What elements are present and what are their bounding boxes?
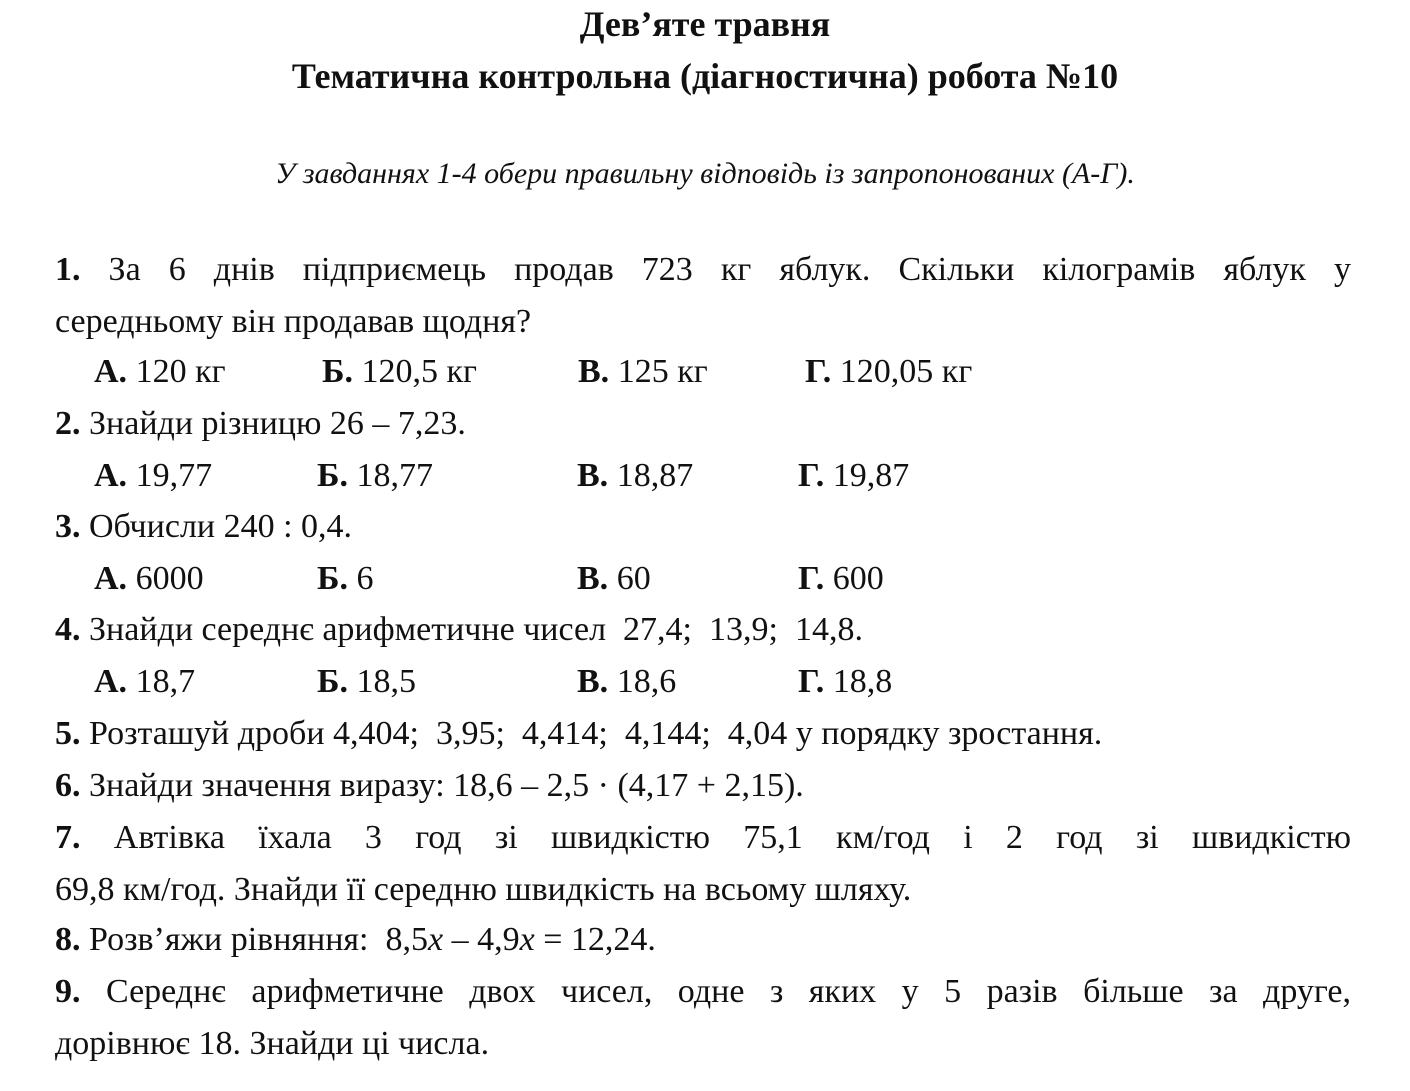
task-text: Середнє арифметичне двох чисел, одне з яких у 5 разів більше за друге, bbox=[105, 973, 1351, 1010]
option-c: В. 18,6 bbox=[577, 663, 677, 700]
task-text: Знайди значення виразу: 18,6 – 2,5 · (4,17 + 2,15). bbox=[89, 767, 804, 804]
task-8-line-1: 8. Розв’яжи рівняння: 8,5x – 4,9x = 12,24. bbox=[55, 921, 656, 958]
task-3-line-1 bbox=[55, 501, 1351, 553]
task-4-line-1 bbox=[55, 604, 1351, 656]
task-2-options bbox=[0, 450, 1410, 502]
task-number: 2. bbox=[55, 405, 81, 442]
task-number: 1. bbox=[55, 251, 81, 288]
option-d: Г. 600 bbox=[798, 560, 884, 597]
task-text: За 6 днів підприємець продав 723 кг яблук. Скільки кілограмів яблук у bbox=[108, 251, 1351, 288]
task-6-line-1 bbox=[55, 760, 1351, 812]
task-9 bbox=[55, 966, 1351, 1070]
task-number: 4. bbox=[55, 611, 81, 648]
task-3-options bbox=[0, 553, 1410, 605]
task-2 bbox=[55, 398, 1351, 450]
task-9-line-1 bbox=[55, 966, 1351, 1018]
task-4 bbox=[55, 604, 1351, 656]
task-text: Знайди середнє арифметичне чисел 27,4; 13,9; 14,8. bbox=[89, 611, 863, 648]
task-number: 3. bbox=[55, 508, 81, 545]
task-text: Обчисли 240 : 0,4. bbox=[89, 508, 353, 545]
task-5-line-1 bbox=[55, 708, 1351, 760]
task-text: Автівка їхала 3 год зі швидкістю 75,1 км/год і 2 год зі швидкістю bbox=[113, 819, 1352, 856]
task-1-line-1 bbox=[55, 244, 1351, 296]
option-d: Г. 120,05 кг bbox=[805, 353, 973, 390]
task-9-line-2: дорівнює 18. Знайди ці числа. bbox=[55, 1025, 490, 1062]
task-3 bbox=[55, 501, 1351, 553]
option-d: Г. 18,8 bbox=[798, 663, 893, 700]
option-d: Г. 19,87 bbox=[798, 457, 910, 494]
task-5 bbox=[55, 708, 1351, 760]
task-number: 7. bbox=[55, 819, 81, 856]
option-b: Б. 6 bbox=[317, 560, 374, 597]
document-title: Тематична контрольна (діагностична) робота №10 bbox=[291, 56, 1119, 96]
option-c: В. 125 кг bbox=[578, 353, 708, 390]
task-2-line-1 bbox=[55, 398, 1351, 450]
variable-x: x bbox=[519, 921, 535, 958]
option-c: В. 60 bbox=[577, 560, 651, 597]
option-a: А. 18,7 bbox=[94, 663, 196, 700]
task-1-options bbox=[0, 346, 1410, 398]
document-date: Дев’яте травня bbox=[579, 4, 831, 44]
task-8 bbox=[55, 914, 1351, 966]
instruction-text: У завданнях 1-4 обери правильну відповідь із запропонованих (А-Г). bbox=[275, 157, 1135, 190]
option-a: А. 19,77 bbox=[94, 457, 213, 494]
option-b: Б. 18,5 bbox=[317, 663, 416, 700]
variable-x: x bbox=[428, 921, 444, 958]
task-6 bbox=[55, 760, 1351, 812]
option-b: Б. 120,5 кг bbox=[322, 353, 477, 390]
option-b: Б. 18,77 bbox=[317, 457, 433, 494]
option-a: А. 6000 bbox=[94, 560, 204, 597]
task-1 bbox=[55, 244, 1351, 348]
task-number: 5. bbox=[55, 715, 81, 752]
option-a: А. 120 кг bbox=[94, 353, 226, 390]
option-c: В. 18,87 bbox=[577, 457, 694, 494]
task-7-line-2: 69,8 км/год. Знайди її середню швидкість на всьому шляху. bbox=[55, 871, 912, 908]
task-7 bbox=[55, 812, 1351, 916]
task-1-line-2: середньому він продавав щодня? bbox=[55, 303, 532, 340]
task-number: 8. bbox=[55, 921, 81, 958]
task-number: 9. bbox=[55, 973, 81, 1010]
task-text: Розташуй дроби 4,404; 3,95; 4,414; 4,144; 4,04 у порядку зростання. bbox=[89, 715, 1103, 752]
task-text: Знайди різницю 26 – 7,23. bbox=[89, 405, 466, 442]
task-4-options bbox=[0, 656, 1410, 708]
task-number: 6. bbox=[55, 767, 81, 804]
task-7-line-1 bbox=[55, 812, 1351, 864]
